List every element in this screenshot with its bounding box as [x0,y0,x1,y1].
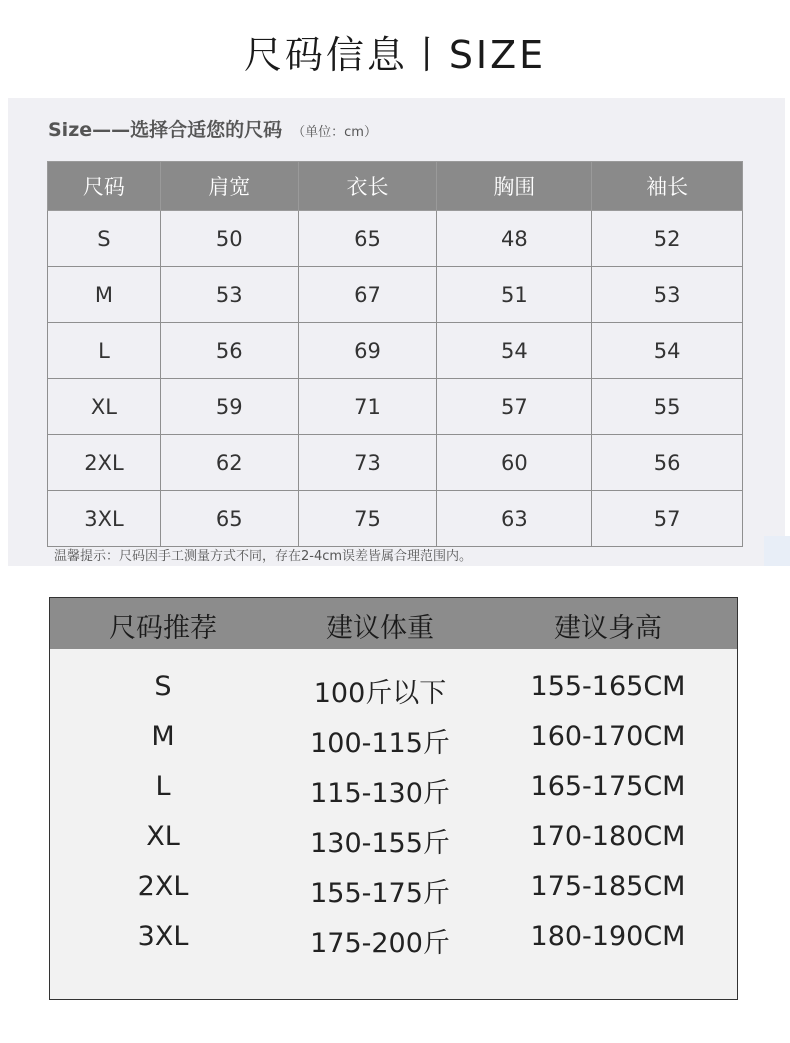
rec-height: 175-185CM [530,871,686,902]
cell-sleeve: 53 [592,267,743,323]
cell-sleeve: 57 [592,491,743,547]
table-row [48,491,743,547]
cell-length: 65 [298,211,437,267]
rec-size: XL [146,821,180,852]
header-length: 衣长 [298,162,437,211]
cell-size: 3XL [48,491,161,547]
panel-edge-strip [764,536,790,566]
header-size-recommend: 尺码推荐 [109,613,217,644]
header-weight: 建议体重 [326,613,434,644]
size-unit-label: （单位：cm） [292,125,377,140]
table-row [48,379,743,435]
header-shoulder: 肩宽 [160,162,298,211]
rec-height: 170-180CM [530,821,686,852]
rec-height: 165-175CM [530,771,686,802]
rec-size: M [151,721,175,752]
rec-height: 155-165CM [530,671,686,702]
rec-size: S [154,671,172,702]
cell-chest: 54 [437,323,592,379]
rec-size: L [155,771,171,802]
cell-chest: 51 [437,267,592,323]
cell-chest: 63 [437,491,592,547]
rec-weight: 155-175斤 [310,878,450,909]
rec-weight: 130-155斤 [310,828,450,859]
rec-height: 180-190CM [530,921,686,952]
cell-shoulder: 62 [160,435,298,491]
measurement-tip: 温馨提示：尺码因手工测量方式不同，存在2-4cm误差皆属合理范围内。 [54,549,473,564]
rec-size: 2XL [137,871,189,902]
cell-sleeve: 54 [592,323,743,379]
rec-weight: 100-115斤 [310,728,450,759]
rec-weight: 100斤以下 [313,678,447,709]
size-heading-text: Size——选择合适您的尺码 [48,119,283,141]
cell-shoulder: 53 [160,267,298,323]
measurement-table [47,161,743,547]
cell-shoulder: 56 [160,323,298,379]
cell-chest: 60 [437,435,592,491]
cell-length: 73 [298,435,437,491]
cell-size: L [48,323,161,379]
cell-chest: 48 [437,211,592,267]
cell-sleeve: 56 [592,435,743,491]
measurement-header-row [48,162,743,211]
table-row [48,267,743,323]
cell-sleeve: 55 [592,379,743,435]
page-title: 尺码信息丨SIZE [243,33,547,77]
cell-length: 75 [298,491,437,547]
cell-chest: 57 [437,379,592,435]
table-row [48,435,743,491]
header-height: 建议身高 [554,613,662,644]
rec-weight: 115-130斤 [310,778,450,809]
cell-size: XL [48,379,161,435]
cell-size: 2XL [48,435,161,491]
table-row [48,211,743,267]
cell-shoulder: 59 [160,379,298,435]
cell-shoulder: 65 [160,491,298,547]
size-heading [48,115,377,142]
header-sleeve: 袖长 [592,162,743,211]
cell-length: 67 [298,267,437,323]
cell-length: 71 [298,379,437,435]
header-chest: 胸围 [437,162,592,211]
cell-size: M [48,267,161,323]
cell-size: S [48,211,161,267]
table-row [48,323,743,379]
cell-sleeve: 52 [592,211,743,267]
header-size: 尺码 [48,162,161,211]
rec-weight: 175-200斤 [310,928,450,959]
cell-length: 69 [298,323,437,379]
rec-size: 3XL [137,921,189,952]
rec-height: 160-170CM [530,721,686,752]
recommendation-table [49,597,738,1000]
recommendation-header [50,598,737,649]
cell-shoulder: 50 [160,211,298,267]
